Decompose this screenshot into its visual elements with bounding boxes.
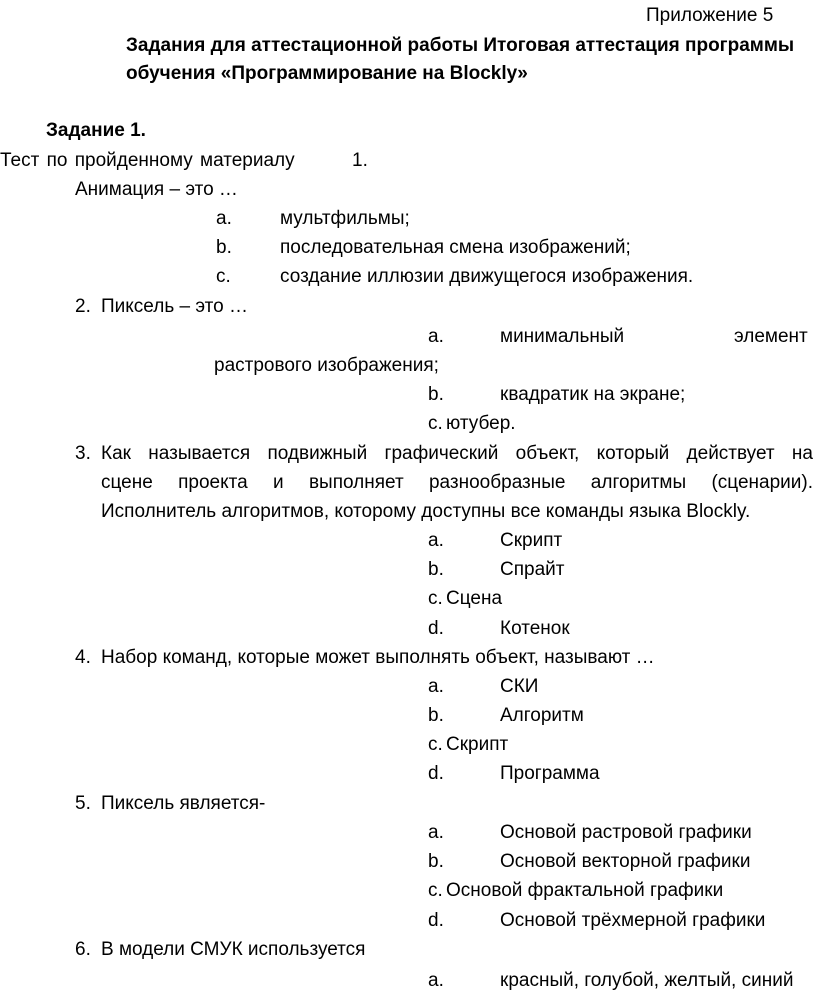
- q5-option-c-letter: c.: [428, 880, 443, 901]
- q2-option-a-text-part-2: элемент: [734, 326, 808, 347]
- q5-option-b-letter: b.: [428, 851, 444, 872]
- question-5-number: 5.: [75, 793, 91, 814]
- question-6-number: 6.: [75, 939, 91, 960]
- question-4-number: 4.: [75, 647, 91, 668]
- question-3-number: 3.: [75, 443, 91, 464]
- question-1-text: Анимация – это …: [75, 179, 238, 200]
- q3-option-a-letter: a.: [428, 530, 444, 551]
- q3-option-b-letter: b.: [428, 559, 444, 580]
- q5-option-a-letter: a.: [428, 822, 444, 843]
- q1-option-b-text: последовательная смена изображений;: [280, 237, 631, 258]
- task-intro: Тест по пройденному материалу: [0, 150, 295, 171]
- q1-option-b-letter: b.: [216, 237, 232, 258]
- q2-option-a-letter: a.: [428, 326, 444, 347]
- q6-option-a-text: красный, голубой, желтый, синий: [500, 970, 794, 991]
- q4-option-d-letter: d.: [428, 763, 444, 784]
- question-3-line-3: Исполнитель алгоритмов, которому доступны все команды языка Blockly.: [101, 501, 751, 522]
- question-2-text: Пиксель – это …: [101, 296, 248, 317]
- appendix-label: Приложение 5: [646, 5, 774, 26]
- document-title-line-1: Задания для аттестационной работы Итоговая аттестация программы: [126, 35, 795, 56]
- q5-option-a-text: Основой растровой графики: [500, 822, 752, 843]
- q3-option-c-text: Сцена: [446, 588, 503, 609]
- q4-option-c-text: Скрипт: [446, 734, 509, 755]
- q1-option-c-text: создание иллюзии движущегося изображения.: [280, 266, 694, 287]
- q5-option-d-letter: d.: [428, 910, 444, 931]
- q2-option-b-text: квадратик на экране;: [500, 384, 686, 405]
- q2-option-b-letter: b.: [428, 384, 444, 405]
- q6-option-a-letter: a.: [428, 970, 444, 991]
- document-title-line-2: обучения «Программирование на Blockly»: [126, 63, 528, 84]
- q2-option-c-letter: c.: [428, 413, 443, 434]
- q5-option-c-text: Основой фрактальной графики: [446, 880, 724, 901]
- q2-option-a-text-part-1: минимальный: [500, 326, 625, 347]
- q5-option-d-text: Основой трёхмерной графики: [500, 910, 766, 931]
- q2-option-a-continuation: растрового изображения;: [214, 355, 439, 376]
- q1-option-a-letter: a.: [216, 208, 232, 229]
- question-4-text: Набор команд, которые может выполнять объект, называют …: [101, 647, 655, 668]
- question-3-line-2: сцене проекта и выполняет разнообразные алгоритмы (сценарии).: [101, 472, 813, 493]
- q4-option-a-letter: a.: [428, 676, 444, 697]
- q4-option-a-text: СКИ: [500, 676, 539, 697]
- q3-option-d-text: Котенок: [500, 618, 570, 639]
- q2-option-c-text: ютубер.: [446, 413, 516, 434]
- q4-option-b-letter: b.: [428, 705, 444, 726]
- question-5-text: Пиксель является-: [101, 793, 266, 814]
- q3-option-d-letter: d.: [428, 618, 444, 639]
- question-1-number: 1.: [352, 150, 368, 171]
- q1-option-a-text: мультфильмы;: [280, 208, 410, 229]
- question-3-line-1: Как называется подвижный графический объект, который действует на: [101, 443, 813, 464]
- task-heading: Задание 1.: [46, 120, 146, 141]
- q1-option-c-letter: c.: [216, 266, 231, 287]
- question-2-number: 2.: [75, 296, 91, 317]
- q4-option-b-text: Алгоритм: [500, 705, 584, 726]
- q4-option-d-text: Программа: [500, 763, 600, 784]
- q3-option-b-text: Спрайт: [500, 559, 565, 580]
- q3-option-a-text: Скрипт: [500, 530, 563, 551]
- q5-option-b-text: Основой векторной графики: [500, 851, 751, 872]
- question-6-text: В модели СМУК используется: [101, 939, 366, 960]
- q4-option-c-letter: c.: [428, 734, 443, 755]
- q3-option-c-letter: c.: [428, 588, 443, 609]
